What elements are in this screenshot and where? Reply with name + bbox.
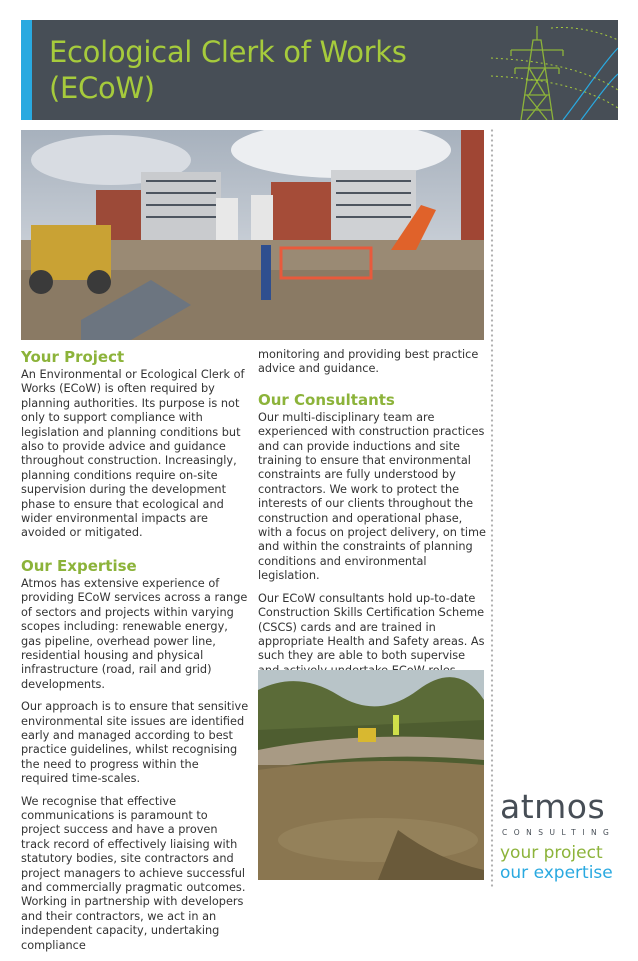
header-accent-bar xyxy=(21,20,32,120)
our-expertise-p2: Our approach is to ensure that sensitive environmental site issues are identified early and managed according to best practice guidelines, whilst recognising the need to progress within the required time-scales. xyxy=(21,700,249,786)
pylon-graphic xyxy=(491,20,618,120)
logo-brand: atmos xyxy=(500,787,606,826)
dotted-divider xyxy=(490,128,494,888)
page-title-line1: Ecological Clerk of Works xyxy=(49,35,407,69)
our-consultants-heading: Our Consultants xyxy=(258,390,395,409)
construction-site-photo xyxy=(21,130,484,340)
atmos-logo xyxy=(500,787,620,883)
our-expertise-heading: Our Expertise xyxy=(21,556,137,575)
our-expertise-p3: We recognise that effective communications is paramount to project success and have a proven track record of effectively liaising with statutory bodies, site contractors and project managers to achieve successful and commercially pragmatic outcomes. Working in partnership with developers and their contractors, we act in an independent capacity, undertaking compliance xyxy=(21,794,246,952)
your-project-body: An Environmental or Ecological Clerk of Works (ECoW) is often required by planning authorities. Its purpose is not only to support compliance with legislation and planning conditions but also to provide advice and guidance throughout construction. Increasingly, planning conditions require on-site supervision during the development phase to ensure that ecological and wider environmental impacts are avoided or mitigated. xyxy=(21,368,245,540)
logo-consulting: CONSULTING xyxy=(502,828,616,837)
our-consultants-p1: Our multi-disciplinary team are experienced with construction practices and can provide inductions and site training to ensure that environmental constraints are fully understood by contractors. We work to protect the interests of our clients throughout the construction and operational phase, with a focus on project delivery, on time and within the constraints of planning conditions and environmental legislation. xyxy=(258,410,487,583)
tagline-our-expertise: our expertise xyxy=(500,863,613,883)
our-expertise-p3-continued: monitoring and providing best practice advice and guidance. xyxy=(258,348,479,376)
right-column xyxy=(258,348,486,715)
our-consultants-p2: Our ECoW consultants hold up-to-date Construction Skills Certification Scheme (CSCS) cards and are trained in appropriate Health and Safety areas. As such they are able to both supervise xyxy=(258,591,485,663)
left-column xyxy=(21,348,249,961)
your-project-heading: Your Project xyxy=(21,348,125,366)
our-expertise-p1: Atmos has extensive experience of providing ECoW services across a range of sectors and projects within varying scopes including: renewable energy, gas pipeline, overhead power line, residential housing and physical infrastructure (road, rail and grid) developments. xyxy=(21,576,248,691)
pond-landscaping-photo xyxy=(258,670,484,880)
tagline-your-project: your project xyxy=(500,843,603,863)
header-banner xyxy=(21,20,618,120)
page-title-line2: (ECoW) xyxy=(49,71,155,105)
page-title xyxy=(49,34,407,106)
